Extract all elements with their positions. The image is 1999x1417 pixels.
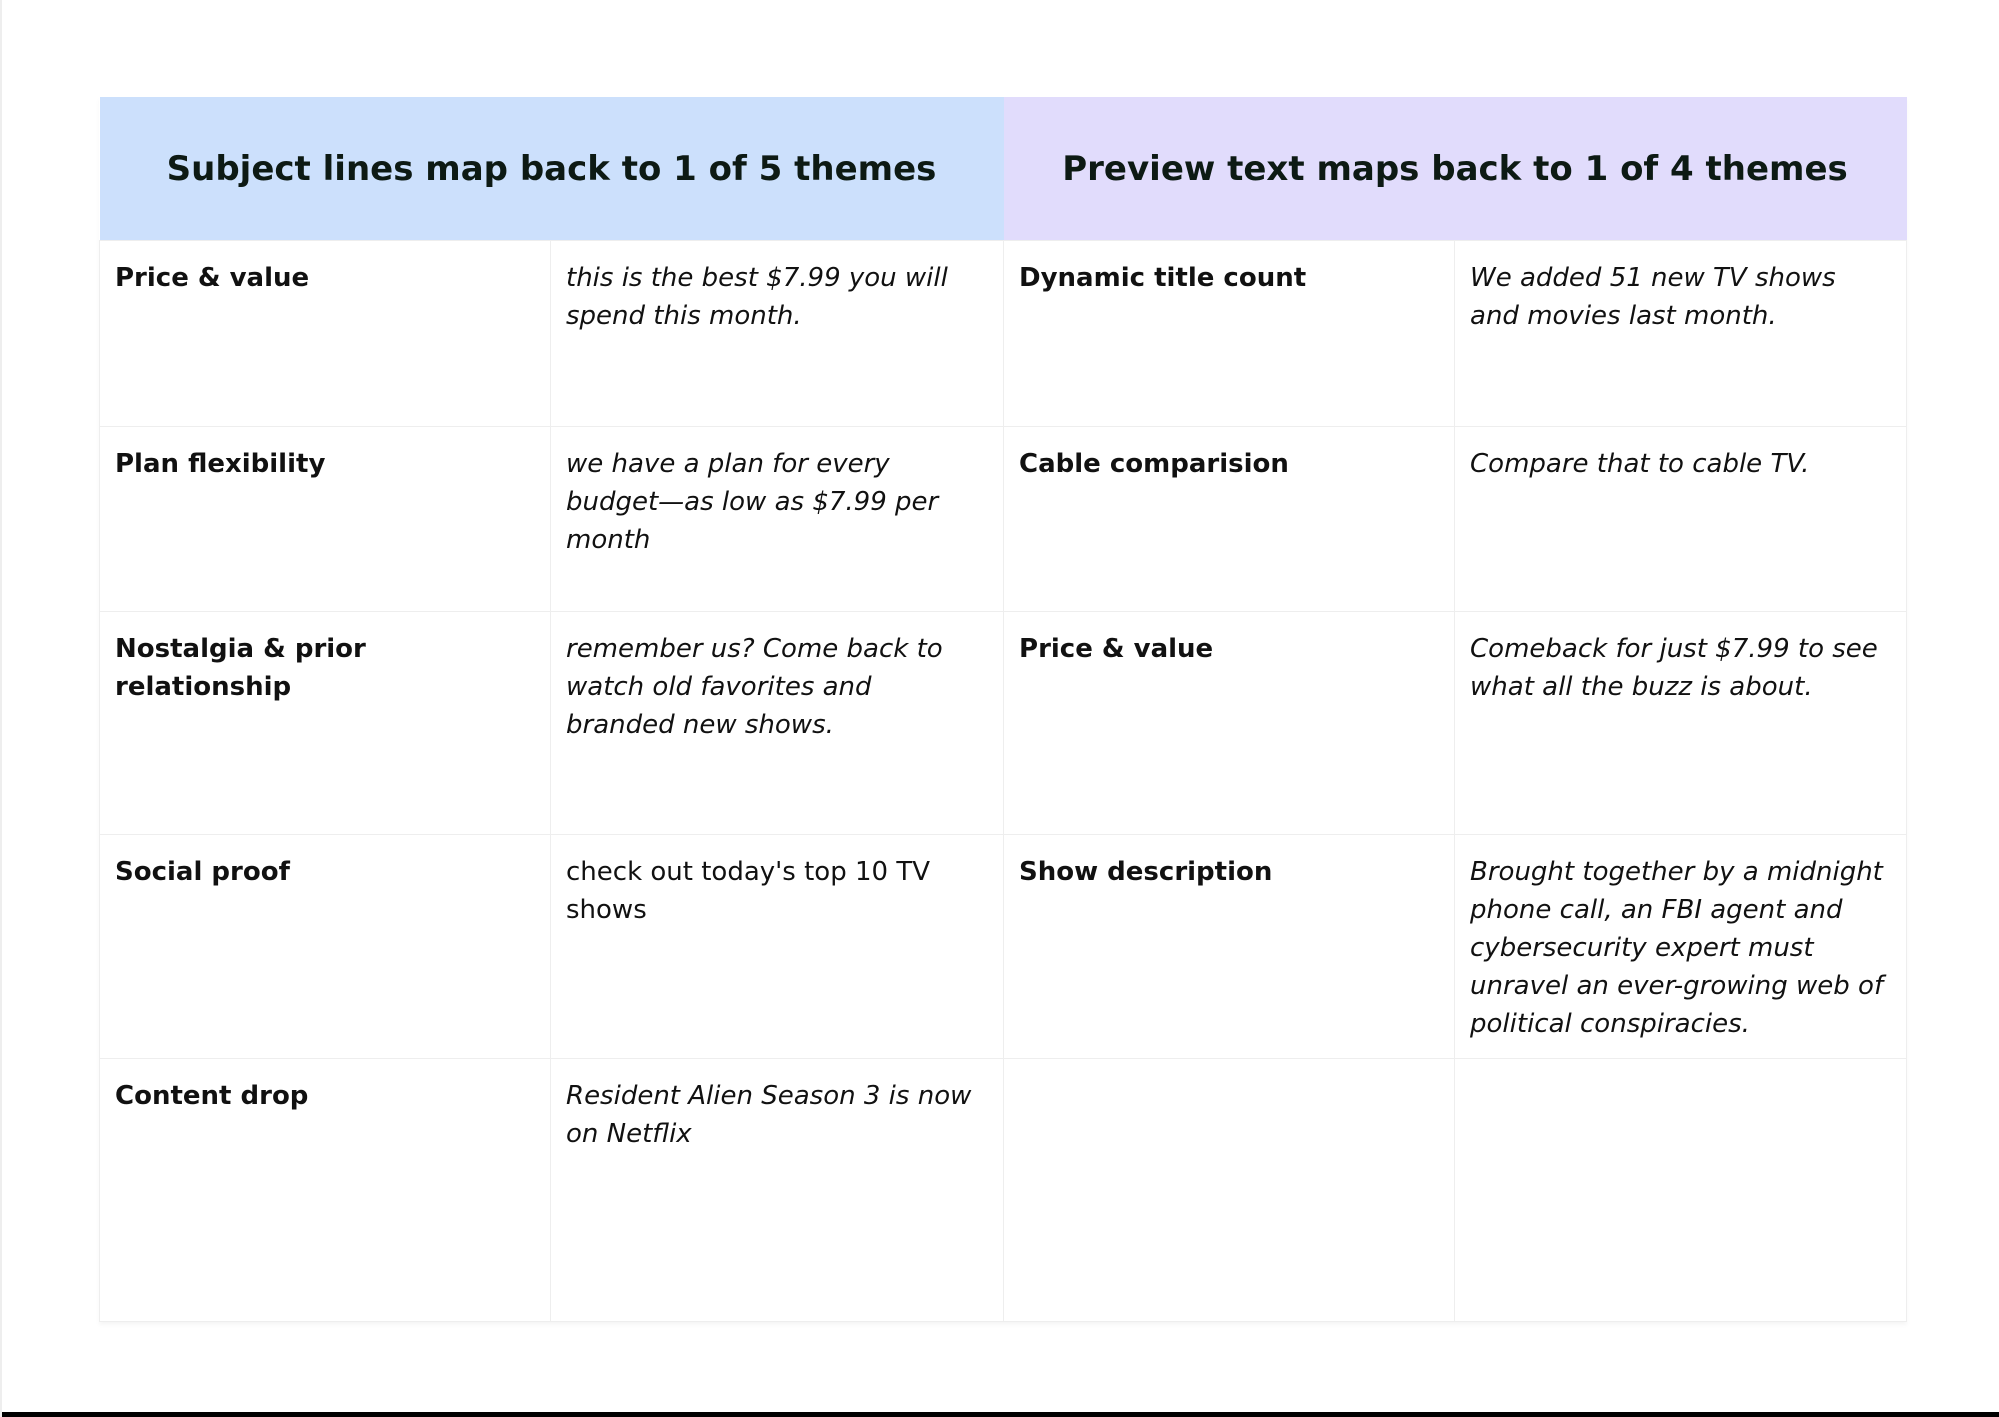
preview-example: Comeback for just $7.99 to see what all the buzz is about. [1455, 612, 1907, 835]
table-row [100, 835, 1907, 1059]
preview-theme: Dynamic title count [1004, 241, 1455, 427]
themes-table [99, 97, 1907, 1322]
subject-lines-header: Subject lines map back to 1 of 5 themes [100, 97, 1004, 241]
header-row [100, 97, 1907, 241]
table-row [100, 427, 1907, 612]
subject-example: we have a plan for every budget—as low as $7.99 per month [551, 427, 1004, 612]
preview-theme: Show description [1004, 835, 1455, 1059]
subject-theme: Content drop [100, 1059, 551, 1322]
preview-theme: Cable comparision [1004, 427, 1455, 612]
subject-theme: Social proof [100, 835, 551, 1059]
preview-example: We added 51 new TV shows and movies last month. [1455, 241, 1907, 427]
subject-example: remember us? Come back to watch old favorites and branded new shows. [551, 612, 1004, 835]
table-row [100, 612, 1907, 835]
preview-text-header: Preview text maps back to 1 of 4 themes [1004, 97, 1907, 241]
preview-theme: Price & value [1004, 612, 1455, 835]
subject-theme: Plan flexibility [100, 427, 551, 612]
table-row [100, 241, 1907, 427]
preview-example-empty [1455, 1059, 1907, 1322]
bottom-border [2, 1412, 1999, 1417]
subject-theme: Nostalgia & prior relationship [100, 612, 551, 835]
subject-example: check out today's top 10 TV shows [551, 835, 1004, 1059]
preview-theme-empty [1004, 1059, 1455, 1322]
preview-example: Brought together by a midnight phone call, an FBI agent and cybersecurity expert must unravel an ever-growing web of political conspiracies. [1455, 835, 1907, 1059]
table-row [100, 1059, 1907, 1322]
subject-theme: Price & value [100, 241, 551, 427]
preview-example: Compare that to cable TV. [1455, 427, 1907, 612]
subject-example: Resident Alien Season 3 is now on Netflix [551, 1059, 1004, 1322]
subject-example: this is the best $7.99 you will spend this month. [551, 241, 1004, 427]
